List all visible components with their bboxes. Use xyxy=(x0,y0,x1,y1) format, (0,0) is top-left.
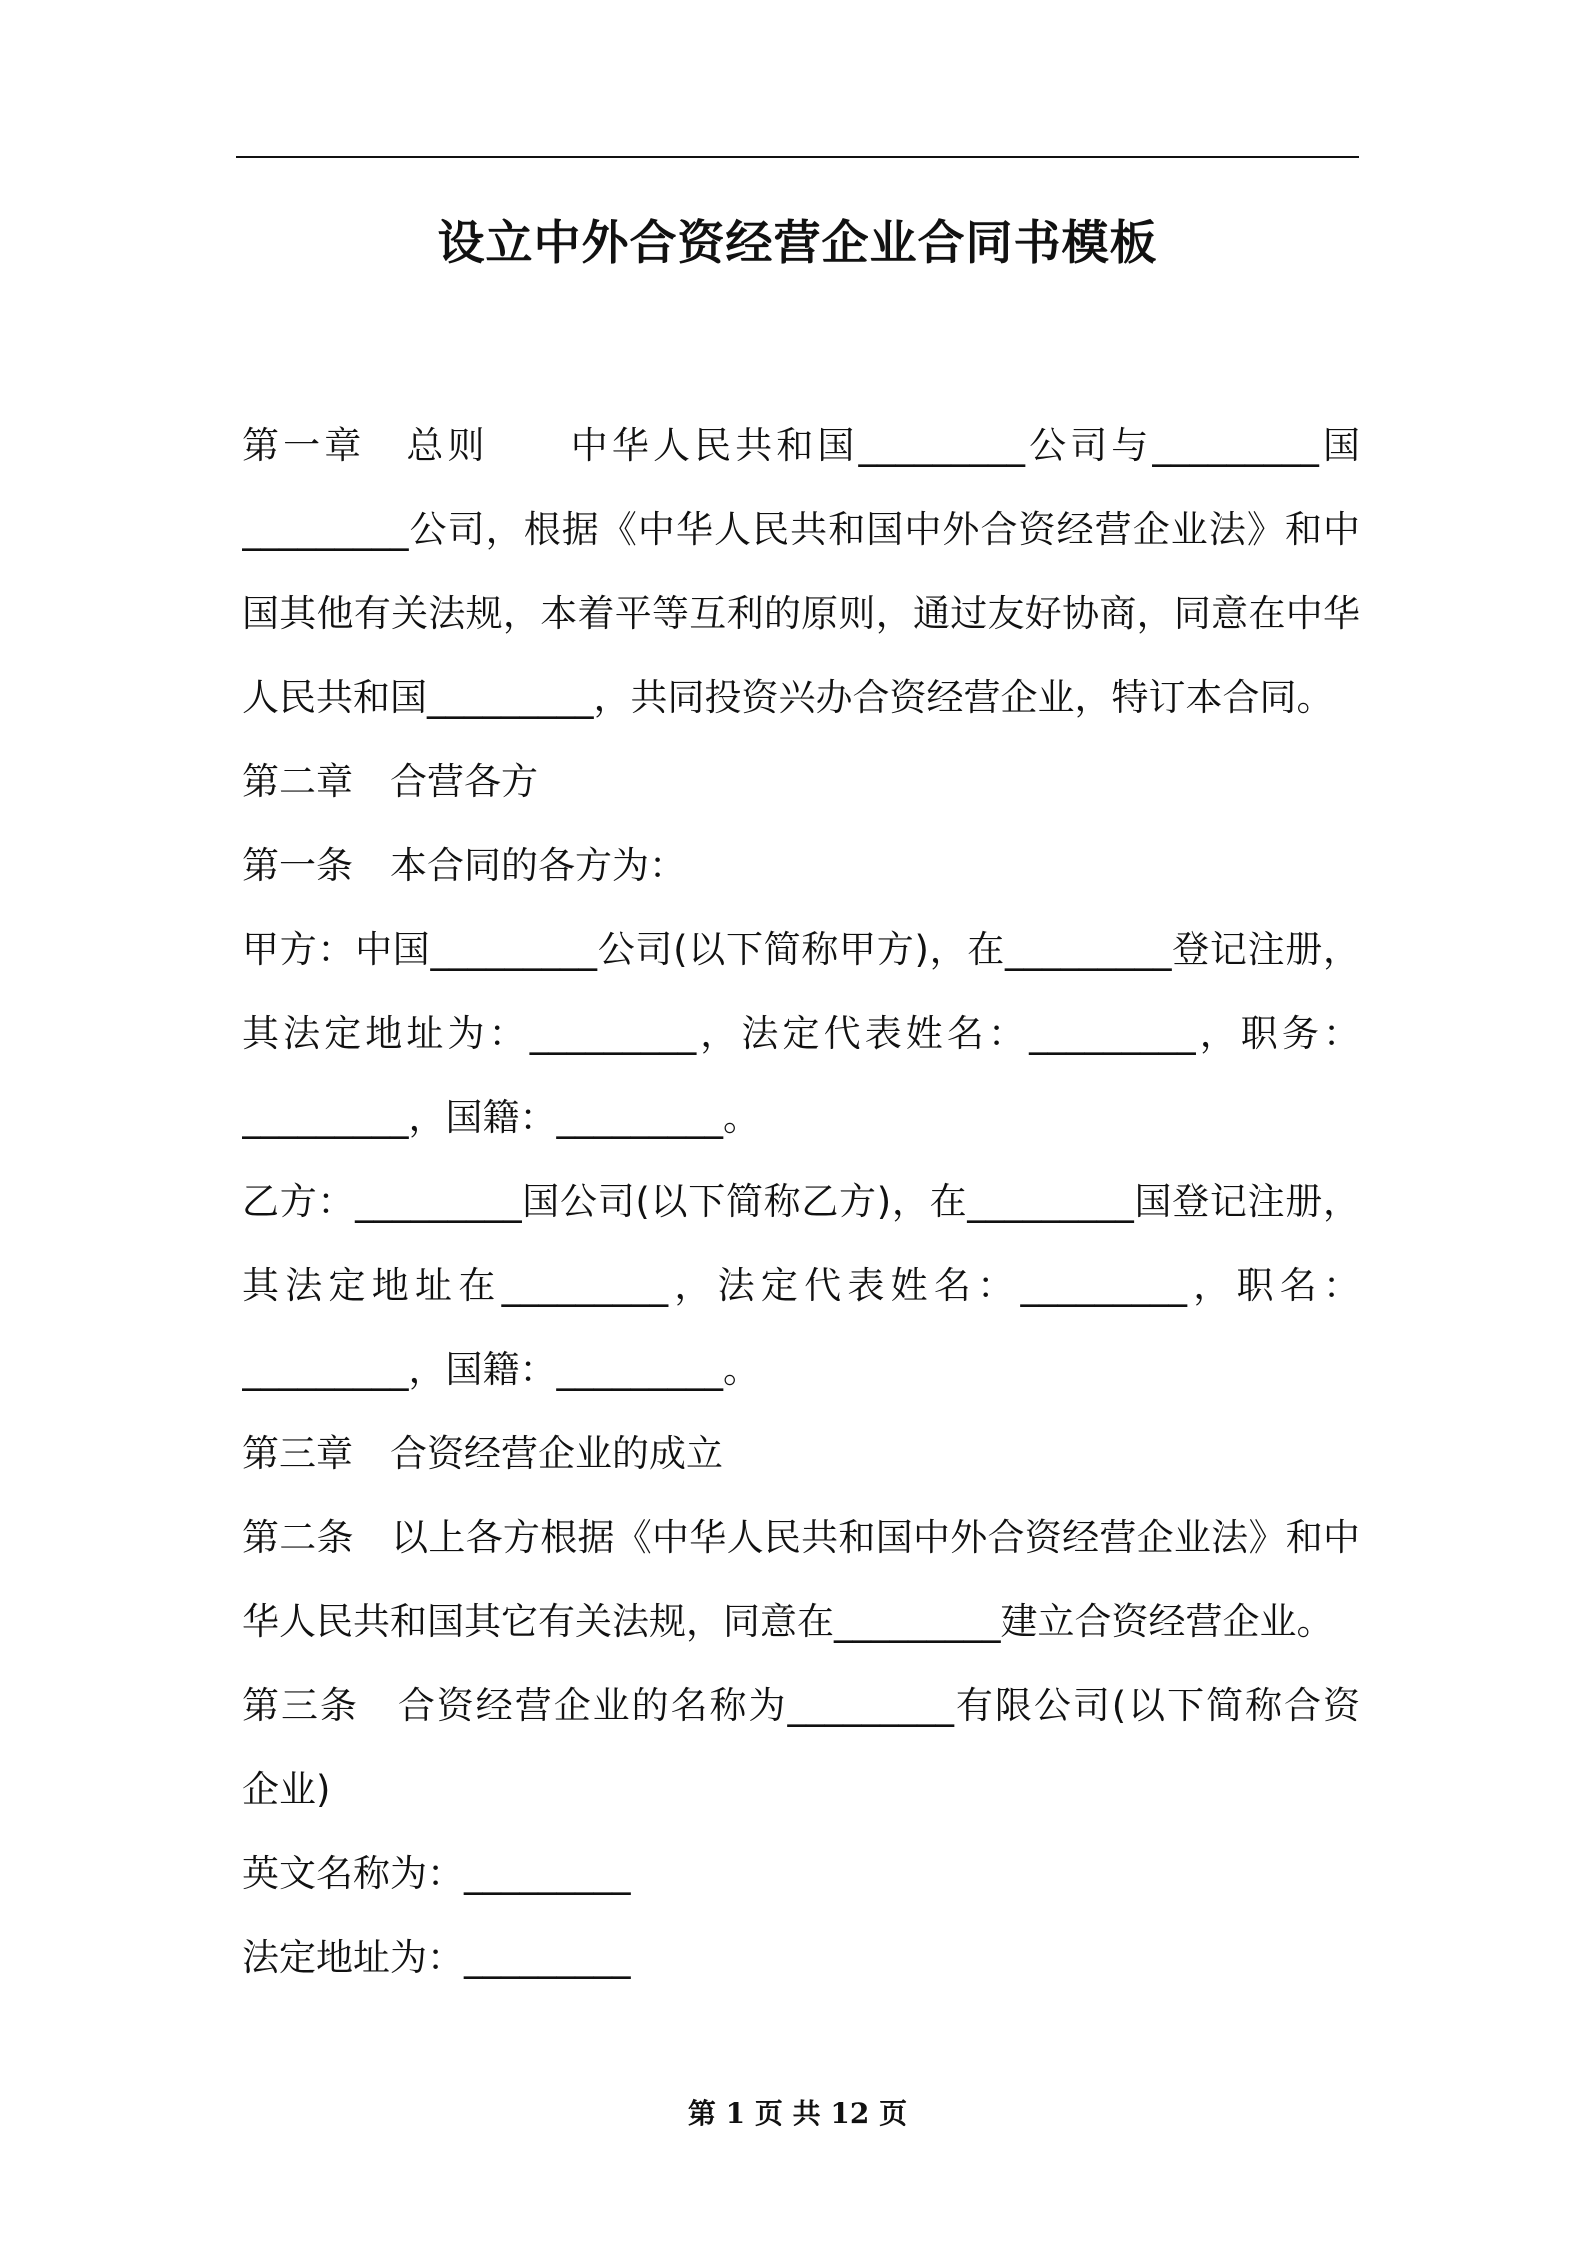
text-line: 其法定地址为：_________，法定代表姓名：_________，职务： xyxy=(242,1012,1360,1055)
text-line: 乙方：_________国公司(以下简称乙方)，在_________国登记注册， xyxy=(242,1180,1360,1223)
document-body xyxy=(242,404,1360,2000)
header-rule xyxy=(236,156,1359,158)
text-line: _________公司，根据《中华人民共和国中外合资经营企业法》和中 xyxy=(242,508,1360,551)
text-line: 法定地址为：_________ xyxy=(242,1936,631,1979)
text-line: 第二条 以上各方根据《中华人民共和国中外合资经营企业法》和中 xyxy=(242,1516,1360,1559)
text-line: 第三条 合资经营企业的名称为_________有限公司(以下简称合资 xyxy=(242,1684,1360,1727)
document-title: 设立中外合资经营企业合同书模板 xyxy=(437,216,1158,271)
text-line: 国其他有关法规，本着平等互利的原则，通过友好协商，同意在中华 xyxy=(242,592,1360,635)
text-line: _________，国籍：_________。 xyxy=(242,1348,760,1391)
article-heading: 第一条 本合同的各方为： xyxy=(242,844,686,887)
chapter-heading: 第三章 合资经营企业的成立 xyxy=(242,1432,723,1475)
text-line: 甲方：中国_________公司(以下简称甲方)，在_________登记注册， xyxy=(242,928,1360,971)
text-line: _________，国籍：_________。 xyxy=(242,1096,760,1139)
chapter-heading: 第二章 合营各方 xyxy=(242,760,538,803)
text-line: 其法定地址在_________，法定代表姓名：_________，职名： xyxy=(242,1264,1360,1307)
text-line: 人民共和国_________，共同投资兴办合资经营企业，特订本合同。 xyxy=(242,676,1334,719)
text-line: 第一章 总则 中华人民共和国_________公司与_________国 xyxy=(242,424,1360,467)
text-line: 华人民共和国其它有关法规，同意在_________建立合资经营企业。 xyxy=(242,1600,1334,1643)
page-number: 第 1 页 共 12 页 xyxy=(687,2097,908,2130)
text-line: 英文名称为：_________ xyxy=(242,1852,631,1895)
text-line: 企业) xyxy=(242,1768,331,1811)
